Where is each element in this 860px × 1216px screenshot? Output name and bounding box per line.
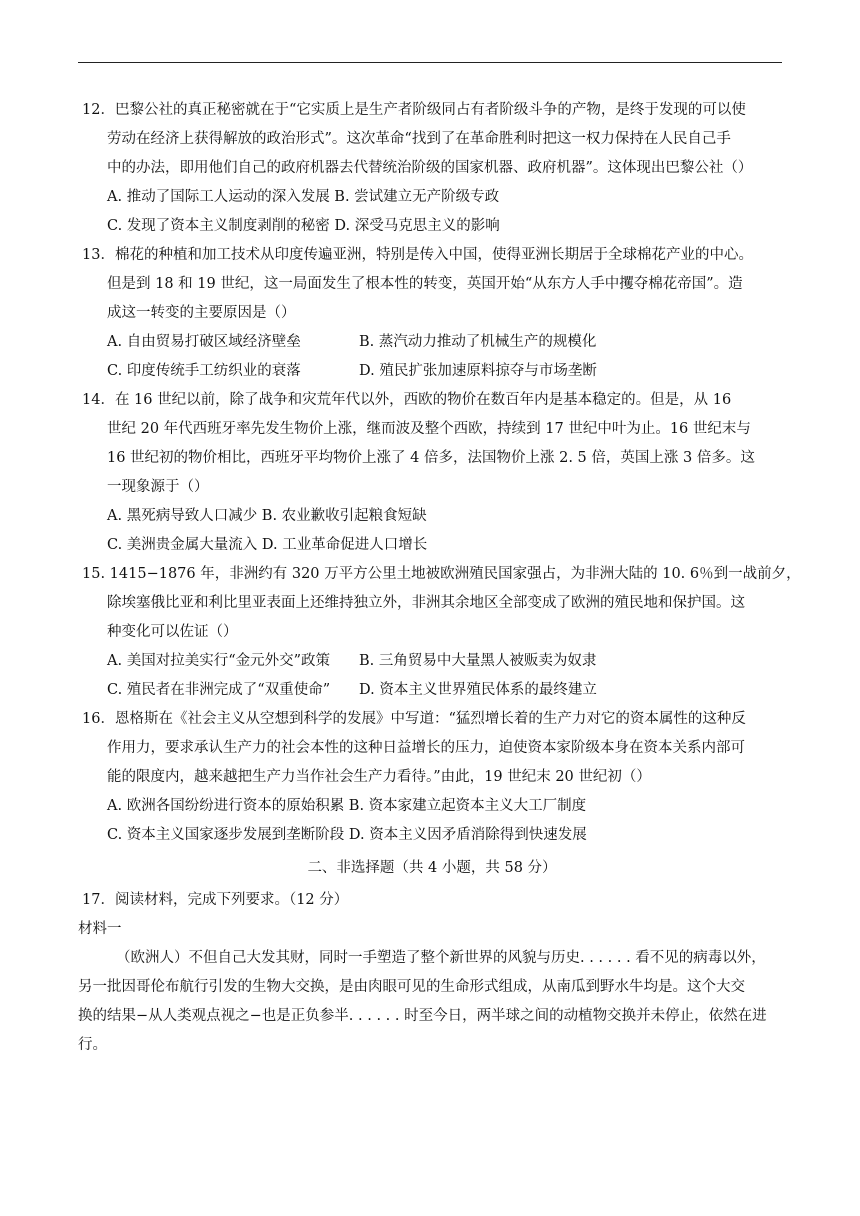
question-15 bbox=[82, 560, 801, 705]
options-row: C. 美洲贵金属大量流入 D. 工业革命促进人口增长 bbox=[107, 537, 428, 553]
options-row: A. 欧洲各国纷纷进行资本的原始积累 B. 资本家建立起资本主义大工厂制度 bbox=[107, 798, 587, 814]
option-b: B. 三角贸易中大量黑人被贩卖为奴隶 bbox=[359, 653, 597, 669]
question-stem-line: 能的限度内，越来越把生产力当作社会生产力看待。”由此，19 世纪末 20 世纪初（） bbox=[107, 769, 651, 785]
question-stem-line: 成这一转变的主要原因是（） bbox=[107, 305, 296, 321]
question-stem-line: 作用力，要求承认生产力的社会本性的这种日益增长的压力，迫使资本家阶级本身在资本关系内部可 bbox=[107, 740, 745, 756]
option-d: D. 资本主义世界殖民体系的最终建立 bbox=[359, 682, 597, 698]
question-stem-line: 15. 1415−1876 年，非洲约有 320 万平方公里土地被欧洲殖民国家强占，为非洲大陆的 10. 6％到一战前夕， bbox=[82, 566, 801, 582]
question-stem-line: 除埃塞俄比亚和利比里亚表面上还维持独立外，非洲其余地区全部变成了欧洲的殖民地和保护国。这 bbox=[107, 595, 745, 611]
question-stem-line: 世纪 20 年代西班牙率先发生物价上涨，继而波及整个西欧，持续到 17 世纪中叶为止。16 世纪末与 bbox=[107, 421, 751, 437]
question-stem-line: 16．恩格斯在《社会主义从空想到科学的发展》中写道：“猛烈增长着的生产力对它的资本属性的这种反 bbox=[82, 711, 746, 727]
material-line: 另一批因哥伦布航行引发的生物大交换，是由肉眼可见的生命形式组成，从南瓜到野水牛均是。这个大交 bbox=[78, 979, 745, 995]
options-row: C. 发现了资本主义制度剥削的秘密 D. 深受马克思主义的影响 bbox=[107, 218, 500, 234]
question-stem-line: 13．棉花的种植和加工技术从印度传遍亚洲，特别是传入中国，使得亚洲长期居于全球棉花产业的中心。 bbox=[82, 247, 753, 263]
option-c: C. 印度传统手工纺织业的衰落 bbox=[107, 363, 301, 379]
question-13 bbox=[82, 241, 782, 386]
options-row: A. 黑死病导致人口减少 B. 农业歉收引起粮食短缺 bbox=[107, 508, 427, 524]
options-row bbox=[82, 357, 782, 386]
question-stem-line: 一现象源于（） bbox=[107, 479, 209, 495]
option-d: D. 殖民扩张加速原料掠夺与市场垄断 bbox=[359, 363, 597, 379]
question-12 bbox=[82, 96, 782, 241]
option-a: A. 美国对拉美实行“金元外交”政策 bbox=[107, 653, 331, 669]
section-title: 二、非选择题（共 4 小题，共 58 分） bbox=[307, 860, 557, 876]
material-line: 行。 bbox=[78, 1037, 107, 1053]
options-row bbox=[82, 676, 782, 705]
question-stem-line: 16 世纪初的物价相比，西班牙平均物价上涨了 4 倍多，法国物价上涨 2. 5 倍，英国上涨 3 倍多。这 bbox=[107, 450, 755, 466]
material-label: 材料一 bbox=[78, 921, 122, 937]
options-row: C. 资本主义国家逐步发展到垄断阶段 D. 资本主义因矛盾消除得到快速发展 bbox=[107, 827, 587, 843]
question-stem-line: 但是到 18 和 19 世纪，这一局面发生了根本性的转变，英国开始“从东方人手中攫夺棉花帝国”。造 bbox=[107, 276, 743, 292]
question-stem-line: 中的办法，即用他们自己的政府机器去代替统治阶级的国家机器、政府机器”。这体现出巴黎公社（） bbox=[107, 160, 753, 176]
page-content bbox=[78, 96, 801, 1060]
question-14 bbox=[82, 386, 782, 560]
question-heading: 17．阅读材料，完成下列要求。（12 分） bbox=[82, 892, 349, 908]
material-line: （欧洲人）不但自己大发其财，同时一手塑造了整个新世界的风貌与历史. . . . . . 看不见的病毒以外， bbox=[116, 950, 766, 966]
option-a: A. 自由贸易打破区域经济壁垒 bbox=[107, 334, 301, 350]
question-17 bbox=[78, 886, 782, 1060]
question-stem-line: 种变化可以佐证（） bbox=[107, 624, 238, 640]
question-stem-line: 12．巴黎公社的真正秘密就在于“它实质上是生产者阶级同占有者阶级斗争的产物，是终于发现的可以使 bbox=[82, 102, 746, 118]
options-row bbox=[82, 328, 782, 357]
option-c: C. 殖民者在非洲完成了“双重使命” bbox=[107, 682, 331, 698]
material-line: 换的结果−从人类观点视之−也是正负参半. . . . . . 时至今日，两半球之间的动植物交换并未停止，依然在进 bbox=[78, 1008, 767, 1024]
question-stem-line: 14．在 16 世纪以前，除了战争和灾荒年代以外，西欧的物价在数百年内是基本稳定的。但是，从 16 bbox=[82, 392, 732, 408]
header-rule bbox=[78, 62, 782, 63]
option-b: B. 蒸汽动力推动了机械生产的规模化 bbox=[359, 334, 597, 350]
question-stem-line: 劳动在经济上获得解放的政治形式”。这次革命“找到了在革命胜利时把这一权力保持在人民自己手 bbox=[107, 131, 731, 147]
options-row bbox=[82, 647, 782, 676]
options-row: A. 推动了国际工人运动的深入发展 B. 尝试建立无产阶级专政 bbox=[107, 189, 500, 205]
question-16 bbox=[82, 705, 782, 850]
